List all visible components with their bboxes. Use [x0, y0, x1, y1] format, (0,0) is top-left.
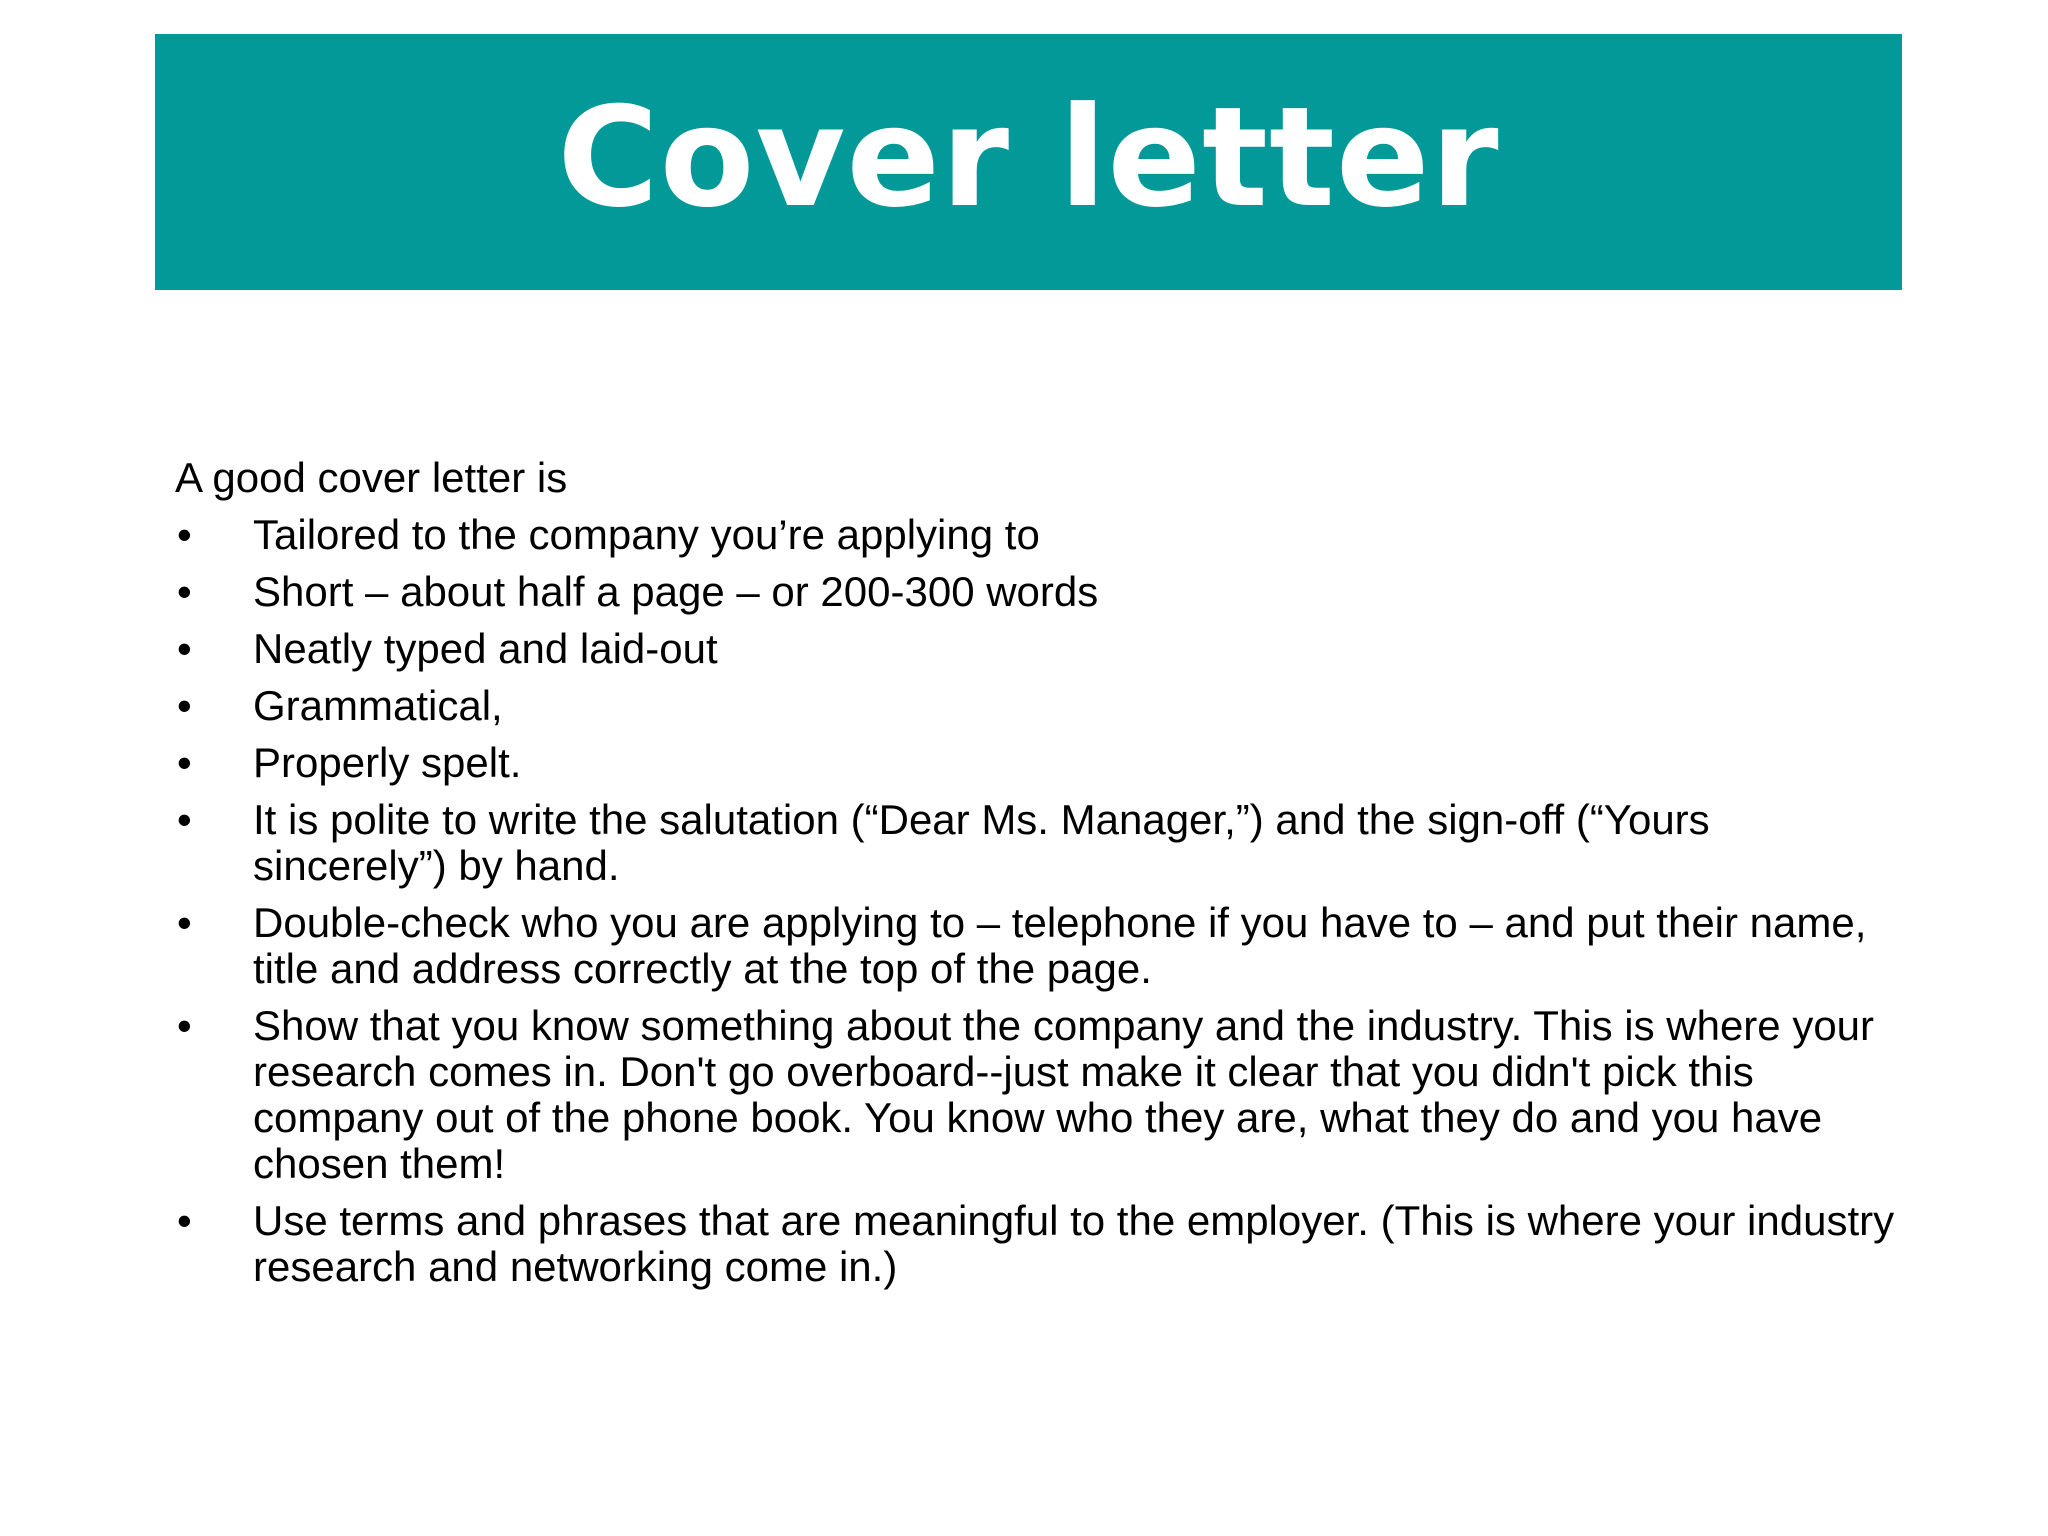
bullet-item — [175, 797, 1895, 889]
bullet-item — [175, 1198, 1895, 1290]
bullet-item — [175, 900, 1895, 992]
slide-title: Cover letter — [557, 77, 1500, 238]
bullet-dot-icon: • — [177, 796, 192, 843]
bullet-dot-icon: • — [177, 682, 192, 729]
bullet-dot-icon: • — [177, 1197, 192, 1244]
bullet-item — [175, 683, 1895, 729]
intro-text: A good cover letter is — [175, 454, 568, 501]
bullet-item — [175, 1003, 1895, 1187]
bullet-text: It is polite to write the salutation (“Dear Ms. Manager,”) and the sign-off (“Yours sincerely”) by hand. — [253, 796, 1710, 889]
bullet-text: Neatly typed and laid-out — [253, 625, 718, 672]
bullet-dot-icon: • — [177, 568, 192, 615]
bullet-text: Show that you know something about the company and the industry. This is where your research comes in. Don't go overboard--just make it clear that you didn't pick this company out of the phone book. You know who they are, what they do and you have chosen them! — [253, 1002, 1875, 1187]
slide-body — [175, 455, 1895, 1301]
bullet-text: Grammatical, — [253, 682, 503, 729]
bullet-item — [175, 626, 1895, 672]
bullet-item — [175, 512, 1895, 558]
bullet-text: Double-check who you are applying to – telephone if you have to – and put their name, title and address correctly at the top of the page. — [253, 899, 1867, 992]
bullet-dot-icon: • — [177, 899, 192, 946]
bullet-dot-icon: • — [177, 625, 192, 672]
bullet-item — [175, 740, 1895, 786]
bullet-dot-icon: • — [177, 1002, 192, 1049]
bullet-text: Tailored to the company you’re applying to — [253, 511, 1040, 558]
bullet-text: Use terms and phrases that are meaningful to the employer. (This is where your industry research and networking come in.) — [253, 1197, 1895, 1290]
bullet-dot-icon: • — [177, 739, 192, 786]
title-banner — [155, 34, 1902, 290]
bullet-text: Properly spelt. — [253, 739, 522, 786]
bullet-item — [175, 569, 1895, 615]
bullet-text: Short – about half a page – or 200-300 words — [253, 568, 1099, 615]
bullet-list — [175, 512, 1895, 1290]
bullet-dot-icon: • — [177, 511, 192, 558]
